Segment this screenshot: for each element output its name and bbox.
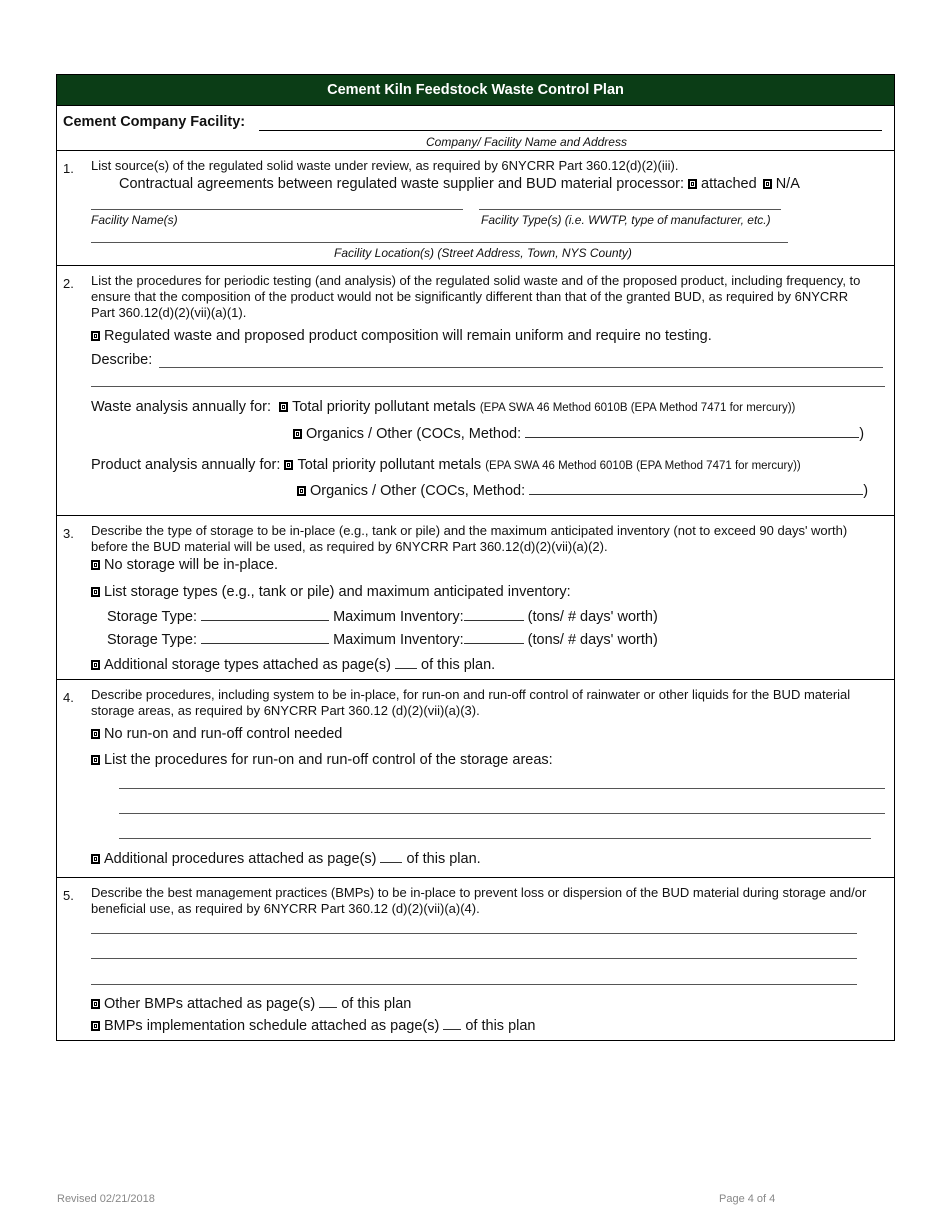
organics-label: Organics / Other (COCs, Method: [306, 426, 522, 442]
waste-organics-checkbox[interactable] [293, 429, 302, 439]
bmp-field-line-3[interactable] [91, 984, 857, 985]
storage-type-label: Storage Type: [107, 609, 198, 625]
units-label: (tons/ # days' worth) [527, 609, 658, 625]
list-procedures-label: List the procedures for run-on and run-off control of the storage areas: [104, 752, 553, 768]
company-facility-caption: Company/ Facility Name and Address [426, 135, 627, 149]
storage-type-label: Storage Type: [107, 632, 198, 648]
additional-storage-checkbox[interactable] [91, 660, 100, 670]
max-inventory-field[interactable] [464, 631, 524, 644]
procedures-field-line-2[interactable] [119, 813, 885, 814]
waste-organics-field[interactable] [525, 425, 859, 438]
section-number: 3. [63, 526, 74, 541]
attached-checkbox[interactable] [688, 179, 697, 189]
metals-label: Total priority pollutant metals [292, 399, 476, 415]
no-storage-option [91, 557, 278, 573]
metals-method-note: (EPA SWA 46 Method 6010B (EPA Method 7471 for mercury)) [485, 460, 801, 472]
procedures-field-line-3[interactable] [119, 838, 871, 839]
describe-field[interactable] [159, 367, 883, 368]
max-inventory-label: Maximum Inventory: [333, 632, 464, 648]
waste-control-plan-form [56, 74, 895, 1041]
product-organics-row [297, 482, 868, 499]
product-organics-field[interactable] [529, 482, 863, 495]
uniform-label: Regulated waste and proposed product composition will remain uniform and require no testing. [104, 328, 712, 344]
waste-analysis-row [91, 399, 795, 416]
section-4-text: Describe procedures, including system to be in-place, for run-on and run-off control of rainwater or other liquids for the BUD material storage areas, as required by 6NYCRR Part 360.12 (d)(2)(vii)(a)(3). [91, 687, 851, 718]
storage-row-2 [107, 631, 658, 648]
no-runoff-label: No run-on and run-off control needed [104, 726, 343, 742]
product-metals-checkbox[interactable] [284, 460, 293, 470]
section-5 [57, 877, 894, 1040]
uniform-option [91, 328, 712, 344]
additional-procedures-label: Additional procedures attached as page(s) [104, 851, 377, 867]
section-number: 4. [63, 690, 74, 705]
max-inventory-field[interactable] [464, 608, 524, 621]
additional-procedures-suffix: of this plan. [406, 851, 481, 867]
revised-date: Revised 02/21/2018 [57, 1193, 155, 1205]
contract-label: Contractual agreements between regulated waste supplier and BUD material processor: [119, 176, 684, 192]
storage-type-field[interactable] [201, 608, 329, 621]
additional-procedures-pages-field[interactable] [380, 850, 402, 863]
list-storage-label: List storage types (e.g., tank or pile) and maximum anticipated inventory: [104, 584, 571, 600]
facility-names-caption: Facility Name(s) [91, 213, 178, 227]
form-title: Cement Kiln Feedstock Waste Control Plan [57, 75, 894, 105]
additional-storage-option [91, 656, 495, 673]
bmp-schedule-label: BMPs implementation schedule attached as page(s) [104, 1018, 440, 1034]
na-checkbox[interactable] [763, 179, 772, 189]
other-bmps-pages-field[interactable] [319, 995, 337, 1008]
additional-storage-label: Additional storage types attached as page(s) [104, 657, 391, 673]
page-number: Page 4 of 4 [719, 1193, 776, 1205]
section-number: 1. [63, 161, 74, 176]
list-procedures-checkbox[interactable] [91, 755, 100, 765]
waste-organics-row [293, 425, 864, 442]
na-label: N/A [775, 176, 800, 192]
metals-label: Total priority pollutant metals [297, 457, 482, 473]
bmp-schedule-checkbox[interactable] [91, 1021, 100, 1031]
product-analysis-label: Product analysis annually for: [91, 457, 281, 473]
close-paren: ) [863, 483, 869, 499]
bmp-schedule-suffix: of this plan [465, 1018, 536, 1034]
list-procedures-option [91, 752, 553, 768]
additional-procedures-option [91, 850, 481, 867]
bmp-field-line-1[interactable] [91, 933, 857, 934]
company-facility-row [57, 105, 894, 150]
storage-row-1 [107, 608, 658, 625]
facility-names-field[interactable] [91, 209, 463, 210]
procedures-field-line-1[interactable] [119, 788, 885, 789]
no-storage-checkbox[interactable] [91, 560, 100, 570]
product-analysis-row [91, 457, 801, 474]
section-4 [57, 679, 894, 877]
max-inventory-label: Maximum Inventory: [333, 609, 464, 625]
section-3 [57, 515, 894, 679]
facility-location-caption: Facility Location(s) (Street Address, Town, NYS County) [334, 246, 632, 260]
section-3-text: Describe the type of storage to be in-place (e.g., tank or pile) and the maximum anticipated inventory (not to exceed 90 days' worth) before the BUD material will be used, as required by 6NYCRR Part 360.12(d)(2)(vii)(a)(2). [91, 523, 848, 554]
no-runoff-checkbox[interactable] [91, 729, 100, 739]
bmp-field-line-2[interactable] [91, 958, 857, 959]
uniform-checkbox[interactable] [91, 331, 100, 341]
attached-label: attached [701, 176, 757, 192]
company-facility-field[interactable] [259, 130, 882, 131]
no-runoff-option [91, 726, 342, 742]
section-5-text: Describe the best management practices (BMPs) to be in-place to prevent loss or dispersion of the BUD material during storage and/or beneficial use, as required by 6NYCRR Part 360.12 (d)(2)(vii)(a)(4). [91, 885, 867, 916]
section-1 [57, 150, 894, 265]
facility-types-caption: Facility Type(s) (i.e. WWTP, type of manufacturer, etc.) [481, 213, 771, 227]
facility-location-field[interactable] [91, 242, 788, 243]
section-number: 2. [63, 276, 74, 291]
product-organics-checkbox[interactable] [297, 486, 306, 496]
bmp-schedule-option [91, 1017, 536, 1034]
other-bmps-checkbox[interactable] [91, 999, 100, 1009]
section-2-text: List the procedures for periodic testing (and analysis) of the regulated solid waste and of the proposed product, including frequency, to ensure that the composition of the product would not be significantly different than that of the granted BUD, as required by 6NYCRR Part 360.12(d)(2)(vii)(a)(1). [91, 273, 861, 320]
additional-procedures-checkbox[interactable] [91, 854, 100, 864]
describe-label: Describe: [91, 352, 153, 368]
bmp-schedule-pages-field[interactable] [443, 1017, 461, 1030]
list-storage-option [91, 584, 571, 600]
units-label: (tons/ # days' worth) [527, 632, 658, 648]
metals-method-note: (EPA SWA 46 Method 6010B (EPA Method 7471 for mercury)) [479, 402, 796, 414]
storage-type-field[interactable] [201, 631, 329, 644]
no-storage-label: No storage will be in-place. [104, 557, 279, 573]
contract-row [119, 176, 800, 192]
describe-field-line-2[interactable] [91, 386, 885, 387]
section-1-text: List source(s) of the regulated solid waste under review, as required by 6NYCRR Part 360.12(d)(2)(iii). [91, 158, 679, 173]
waste-metals-checkbox[interactable] [279, 402, 288, 412]
other-bmps-option [91, 995, 411, 1012]
section-2 [57, 265, 894, 515]
additional-storage-pages-field[interactable] [395, 656, 417, 669]
other-bmps-label: Other BMPs attached as page(s) [104, 996, 316, 1012]
additional-storage-suffix: of this plan. [421, 657, 496, 673]
section-number: 5. [63, 888, 74, 903]
facility-types-field[interactable] [479, 209, 781, 210]
list-storage-checkbox[interactable] [91, 587, 100, 597]
organics-label: Organics / Other (COCs, Method: [310, 483, 526, 499]
company-facility-label: Cement Company Facility: [63, 114, 246, 130]
other-bmps-suffix: of this plan [341, 996, 412, 1012]
close-paren: ) [859, 426, 865, 442]
waste-analysis-label: Waste analysis annually for: [91, 399, 271, 415]
